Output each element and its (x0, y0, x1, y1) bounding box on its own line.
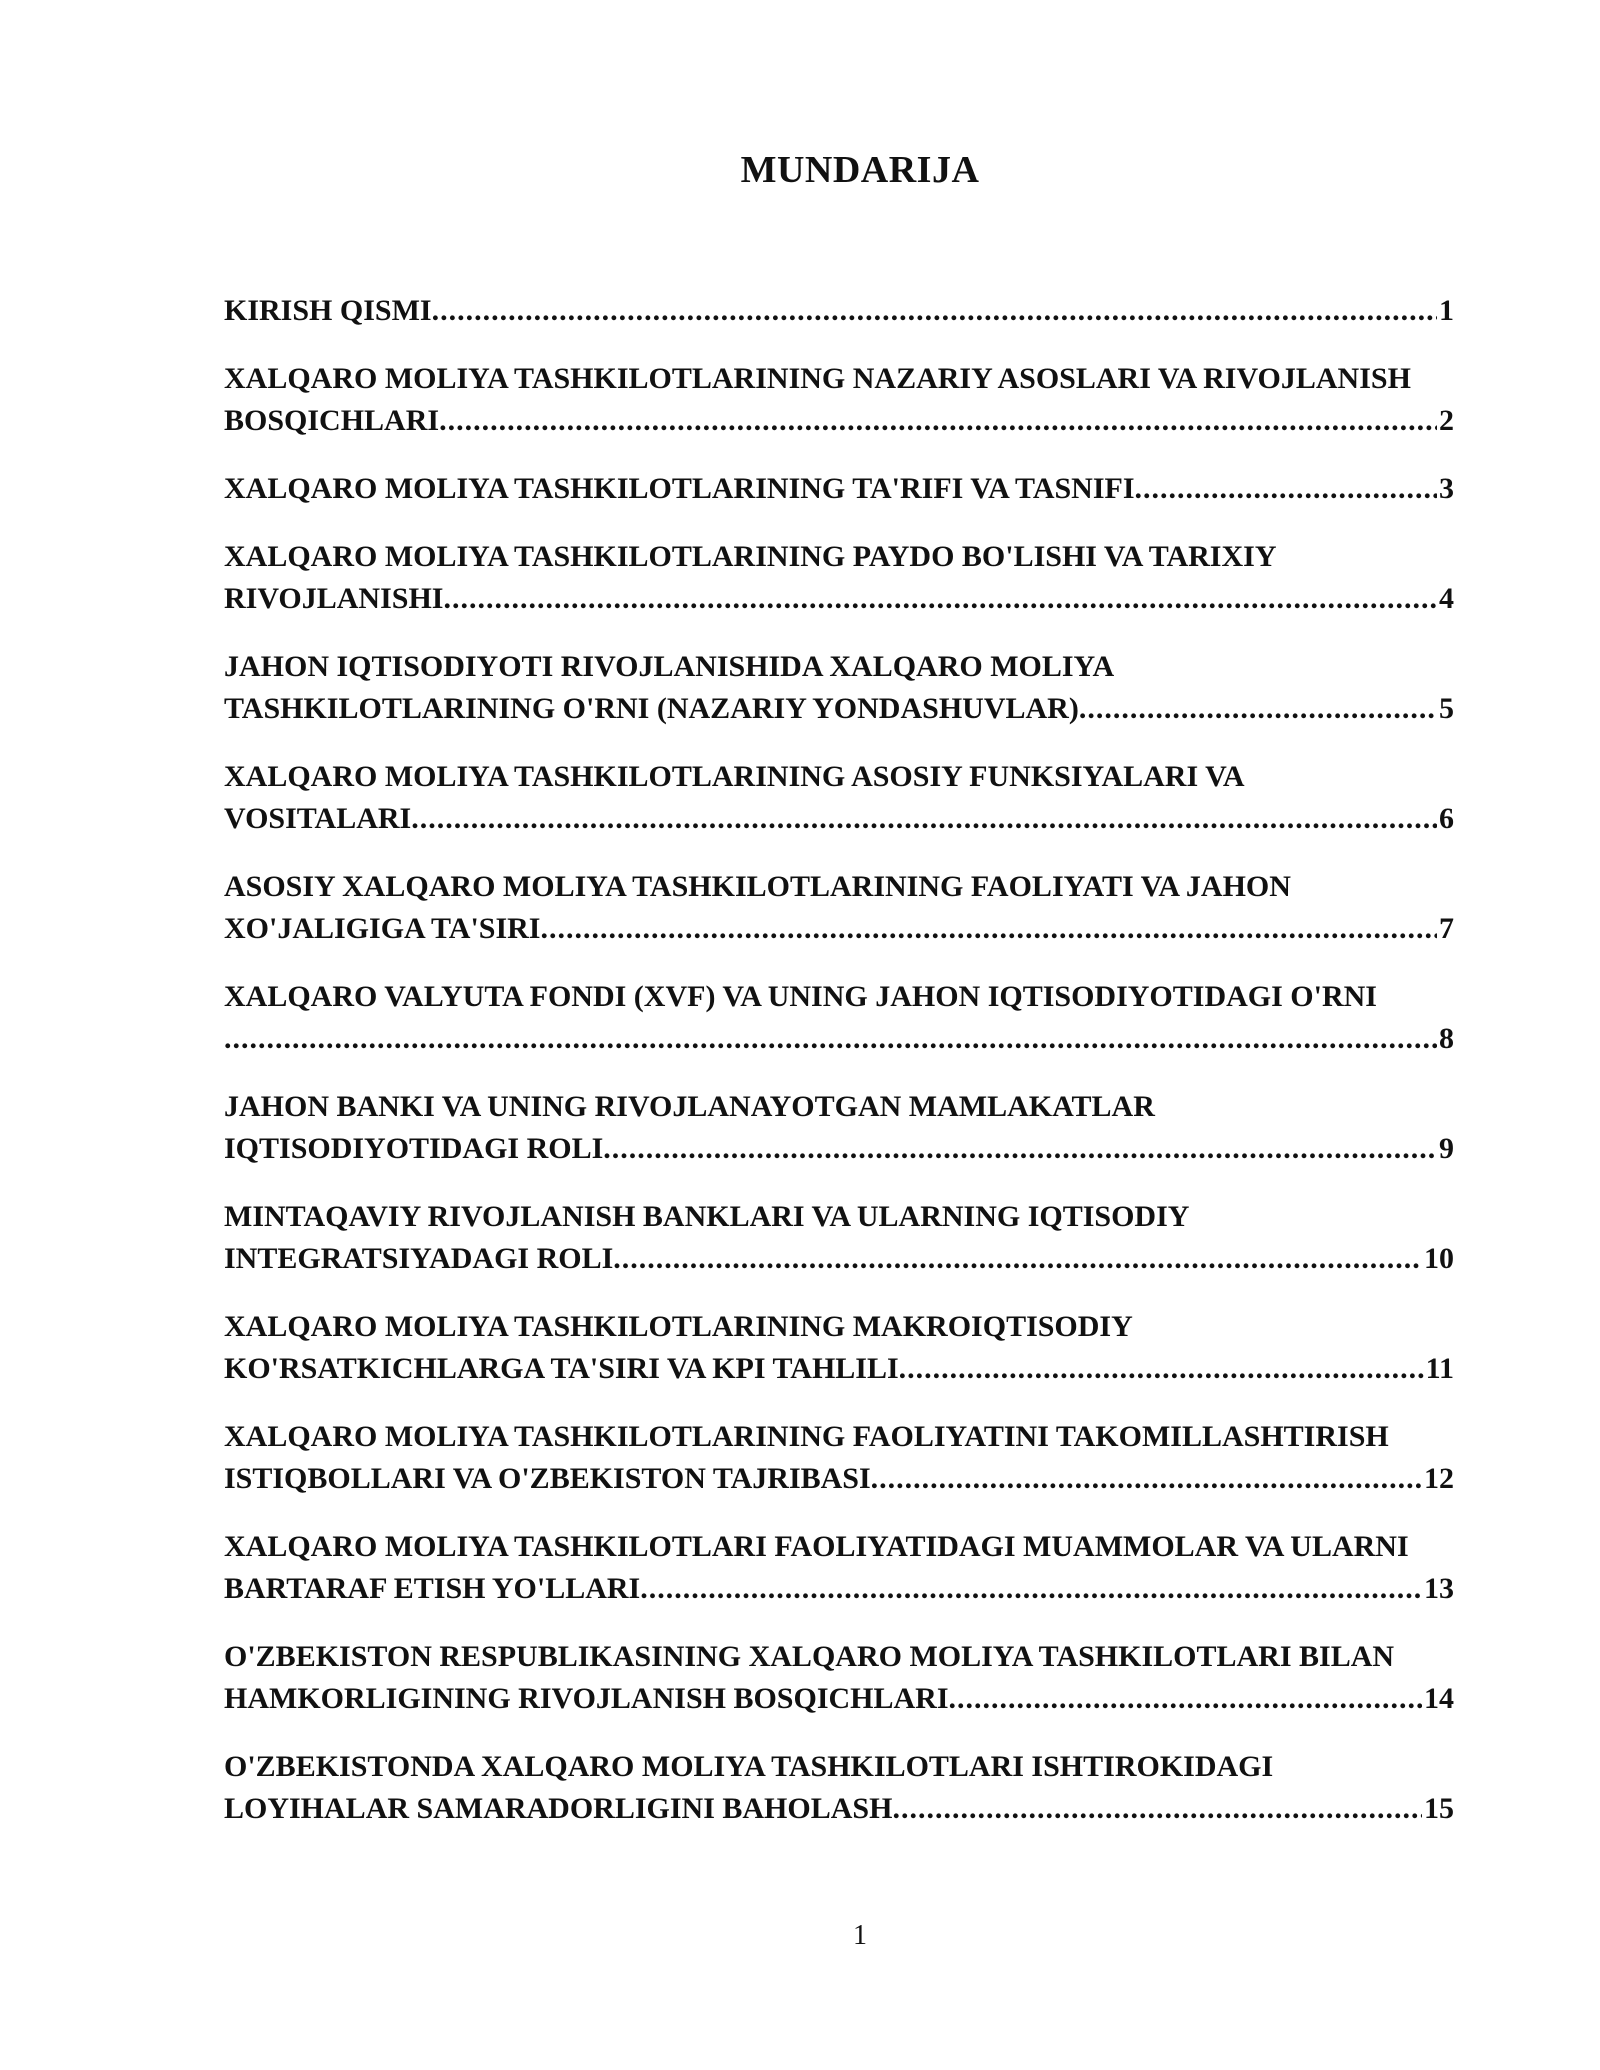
toc-entry-leader-line (224, 400, 1454, 442)
page-title: MUNDARIJA (740, 149, 980, 191)
toc-entry-leader-line (224, 1568, 1454, 1610)
toc-entry-title-line: XALQARO MOLIYA TASHKILOTLARINING MAKROIQTISODIY (224, 1310, 1133, 1343)
toc-entry-title-tail: HAMKORLIGINING RIVOJLANISH BOSQICHLARI (224, 1682, 949, 1715)
toc-entry-page-number: 1 (1439, 294, 1454, 327)
toc-entry-page-number: 2 (1439, 404, 1454, 437)
toc-entry[interactable] (224, 756, 1454, 840)
toc-entry-title-tail: VOSITALARI (224, 802, 412, 835)
toc-entry-leader-line (224, 1348, 1454, 1390)
toc-entry[interactable] (224, 468, 1454, 510)
dot-leader (640, 1568, 1422, 1610)
toc-entry-title-tail: LOYIHALAR SAMARADORLIGINI BAHOLASH (224, 1792, 893, 1825)
toc-entry-leader-line (224, 908, 1454, 950)
toc-entry-title-line: XALQARO MOLIYA TASHKILOTLARINING FAOLIYATINI TAKOMILLASHTIRISH (224, 1420, 1389, 1453)
dot-leader (871, 1458, 1422, 1500)
toc-entry[interactable] (224, 1306, 1454, 1390)
toc-entry-title-line: O'ZBEKISTONDA XALQARO MOLIYA TASHKILOTLARI ISHTIROKIDAGI (224, 1750, 1274, 1783)
toc-entry-leader-line (224, 1788, 1454, 1830)
toc-entry-page-number: 14 (1424, 1682, 1454, 1715)
toc-entry-title-tail: TASHKILOTLARINING O'RNI (NAZARIY YONDASHUVLAR) (224, 692, 1079, 725)
dot-leader (1135, 468, 1437, 510)
toc-entry-page-number: 12 (1424, 1462, 1454, 1495)
toc-entry[interactable] (224, 1416, 1454, 1500)
toc-entry[interactable] (224, 1636, 1454, 1720)
page-number: 1 (853, 1920, 867, 1951)
toc-entry-title-tail: KIRISH QISMI (224, 294, 432, 327)
toc-entry[interactable] (224, 1086, 1454, 1170)
toc-entry-title-tail: XO'JALIGIGA TA'SIRI (224, 912, 541, 945)
toc-entry-page-number: 6 (1439, 802, 1454, 835)
dot-leader (899, 1348, 1424, 1390)
toc-entry-page-number: 8 (1439, 1022, 1454, 1055)
dot-leader (439, 400, 1437, 442)
toc-entry-leader-line (224, 798, 1454, 840)
toc-entry-leader-line (224, 1018, 1454, 1060)
toc-entry-page-number: 15 (1424, 1792, 1454, 1825)
toc-entry-title-tail: KO'RSATKICHLARGA TA'SIRI VA KPI TAHLILI (224, 1352, 899, 1385)
toc-entry-title-tail: IQTISODIYOTIDAGI ROLI (224, 1132, 604, 1165)
dot-leader (613, 1238, 1422, 1280)
toc-entry-leader-line (224, 290, 1454, 332)
dot-leader (411, 798, 1437, 840)
toc-entry[interactable] (224, 976, 1454, 1060)
dot-leader (224, 1018, 1437, 1060)
toc-entry-title-line: XALQARO MOLIYA TASHKILOTLARINING NAZARIY ASOSLARI VA RIVOJLANISH (224, 362, 1411, 395)
toc-entry[interactable] (224, 290, 1454, 332)
toc-entry-page-number: 5 (1439, 692, 1454, 725)
toc-entry-title-line: JAHON BANKI VA UNING RIVOJLANAYOTGAN MAMLAKATLAR (224, 1090, 1155, 1123)
toc-entry-leader-line (224, 688, 1454, 730)
toc-entry-leader-line (224, 1238, 1454, 1280)
toc-entry[interactable] (224, 536, 1454, 620)
toc-entry[interactable] (224, 646, 1454, 730)
toc-entry-title-tail: INTEGRATSIYADAGI ROLI (224, 1242, 614, 1275)
toc-entry[interactable] (224, 1196, 1454, 1280)
toc-entry-page-number: 9 (1439, 1132, 1454, 1165)
toc-entry-title-tail: ISTIQBOLLARI VA O'ZBEKISTON TAJRIBASI (224, 1462, 871, 1495)
toc-entry-title-tail: BARTARAF ETISH YO'LLARI (224, 1572, 641, 1605)
toc-entry-page-number: 3 (1439, 472, 1454, 505)
table-of-contents (224, 290, 1454, 1856)
toc-entry-title-line: XALQARO MOLIYA TASHKILOTLARI FAOLIYATIDAGI MUAMMOLAR VA ULARNI (224, 1530, 1409, 1563)
toc-entry-title-line: ASOSIY XALQARO MOLIYA TASHKILOTLARINING FAOLIYATI VA JAHON (224, 870, 1291, 903)
toc-entry-leader-line (224, 1678, 1454, 1720)
toc-entry-leader-line (224, 1128, 1454, 1170)
toc-entry-leader-line (224, 1458, 1454, 1500)
toc-entry-title-tail: BOSQICHLARI (224, 404, 440, 437)
dot-leader (603, 1128, 1437, 1170)
toc-entry-page-number: 13 (1424, 1572, 1454, 1605)
toc-entry-page-number: 10 (1424, 1242, 1454, 1275)
toc-entry-title-line: XALQARO VALYUTA FONDI (XVF) VA UNING JAHON IQTISODIYOTIDAGI O'RNI (224, 980, 1377, 1013)
dot-leader (1079, 688, 1437, 730)
dot-leader (443, 578, 1437, 620)
toc-entry-title-tail: RIVOJLANISHI (224, 582, 444, 615)
toc-entry-page-number: 7 (1439, 912, 1454, 945)
toc-entry[interactable] (224, 1746, 1454, 1830)
toc-entry-page-number: 11 (1425, 1352, 1454, 1385)
toc-entry-title-line: MINTAQAVIY RIVOJLANISH BANKLARI VA ULARNING IQTISODIY (224, 1200, 1190, 1233)
dot-leader (949, 1678, 1422, 1720)
dot-leader (892, 1788, 1422, 1830)
dot-leader (432, 290, 1437, 332)
toc-entry-leader-line (224, 578, 1454, 620)
toc-entry-title-tail: XALQARO MOLIYA TASHKILOTLARINING TA'RIFI VA TASNIFI (224, 472, 1135, 505)
toc-entry-title-line: XALQARO MOLIYA TASHKILOTLARINING ASOSIY FUNKSIYALARI VA (224, 760, 1245, 793)
toc-entry-title-line: XALQARO MOLIYA TASHKILOTLARINING PAYDO BO'LISHI VA TARIXIY (224, 540, 1277, 573)
dot-leader (540, 908, 1437, 950)
toc-entry-title-line: JAHON IQTISODIYOTI RIVOJLANISHIDA XALQARO MOLIYA (224, 650, 1115, 683)
toc-entry-title-line: O'ZBEKISTON RESPUBLIKASINING XALQARO MOLIYA TASHKILOTLARI BILAN (224, 1640, 1395, 1673)
toc-entry[interactable] (224, 1526, 1454, 1610)
toc-entry-page-number: 4 (1439, 582, 1454, 615)
toc-entry[interactable] (224, 358, 1454, 442)
toc-entry[interactable] (224, 866, 1454, 950)
toc-entry-leader-line (224, 468, 1454, 510)
